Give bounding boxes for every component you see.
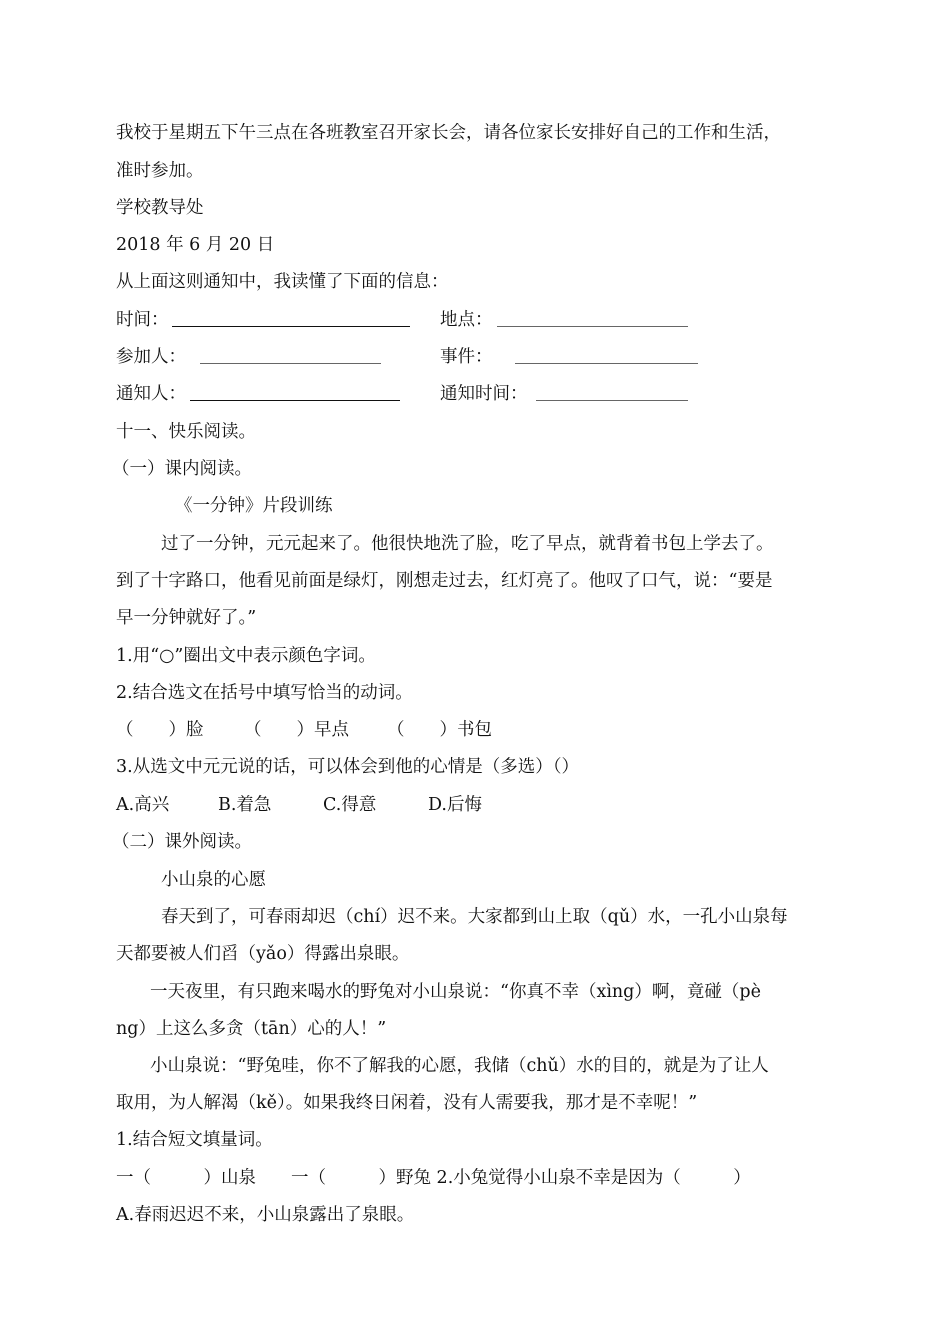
part2-para-line: 春天到了，可春雨却迟（chí）迟不来。大家都到山上取（qǔ）水，一孔小山泉每 <box>161 907 788 927</box>
part1-question-1: 1.用“○”圈出文中表示颜色字词。 <box>116 646 376 666</box>
section-heading: 十一、快乐阅读。 <box>116 422 256 442</box>
part2-question-1-line[interactable]: 一（ ）山泉 一（ ）野兔 2.小兔觉得小山泉不幸是因为（ ） <box>116 1168 751 1188</box>
part1-title: 《一分钟》片段训练 <box>175 496 333 516</box>
time-label: 时间： <box>116 310 169 330</box>
part1-para-line: 到了十字路口，他看见前面是绿灯，刚想走过去，红灯亮了。他叹了口气，说：“要是 <box>116 571 773 591</box>
option-b[interactable]: B.着急 <box>218 795 272 815</box>
part2-question-1: 1.结合短文填量词。 <box>116 1130 273 1150</box>
part2-para-line: ng）上这么多贪（tān）心的人！” <box>116 1019 387 1039</box>
notice-time-blank[interactable] <box>536 400 688 401</box>
event-label: 事件： <box>440 347 493 367</box>
participants-label: 参加人： <box>116 347 186 367</box>
part2-option-a[interactable]: A.春雨迟迟不来，小山泉露出了泉眼。 <box>116 1205 415 1225</box>
notice-line-2: 准时参加。 <box>116 161 204 181</box>
notice-signature: 学校教导处 <box>116 198 204 218</box>
part2-heading: （二）课外阅读。 <box>112 832 252 852</box>
part1-question-3: 3.从选文中元元说的话，可以体会到他的心情是（多选）（） <box>116 757 579 777</box>
verb-blank-face[interactable]: （ ）脸 <box>116 720 204 740</box>
option-a[interactable]: A.高兴 <box>116 795 170 815</box>
notice-line-1: 我校于星期五下午三点在各班教室召开家长会，请各位家长安排好自己的工作和生活， <box>116 123 781 143</box>
participants-blank[interactable] <box>200 363 381 364</box>
option-d[interactable]: D.后悔 <box>428 795 482 815</box>
notice-time-label: 通知时间： <box>440 384 528 404</box>
part1-para-line: 早一分钟就好了。” <box>116 608 257 628</box>
part2-para-line: 取用，为人解渴（kě）。如果我终日闲着，没有人需要我，那才是不幸呢！” <box>116 1093 698 1113</box>
place-blank[interactable] <box>497 326 688 327</box>
part2-title: 小山泉的心愿 <box>161 870 266 890</box>
part2-para-line: 一天夜里，有只跑来喝水的野兔对小山泉说：“你真不幸（xìng）啊，竟碰（pè <box>150 982 761 1002</box>
event-blank[interactable] <box>515 363 698 364</box>
place-label: 地点： <box>440 310 493 330</box>
verb-blank-schoolbag[interactable]: （ ）书包 <box>387 720 492 740</box>
notifier-label: 通知人： <box>116 384 186 404</box>
part1-heading: （一）课内阅读。 <box>112 459 252 479</box>
part1-question-2: 2.结合选文在括号中填写恰当的动词。 <box>116 683 413 703</box>
time-blank[interactable] <box>172 326 410 327</box>
notifier-blank[interactable] <box>190 400 400 401</box>
notice-date: 2018 年 6 月 20 日 <box>116 235 275 255</box>
part2-para-line: 天都要被人们舀（yǎo）得露出泉眼。 <box>116 944 410 964</box>
verb-blank-breakfast[interactable]: （ ）早点 <box>244 720 349 740</box>
option-c[interactable]: C.得意 <box>323 795 377 815</box>
info-intro: 从上面这则通知中，我读懂了下面的信息： <box>116 272 449 292</box>
part1-para-line: 过了一分钟，元元起来了。他很快地洗了脸，吃了早点，就背着书包上学去了。 <box>161 534 774 554</box>
part2-para-line: 小山泉说：“野兔哇，你不了解我的心愿，我储（chǔ）水的目的，就是为了让人 <box>150 1056 769 1076</box>
